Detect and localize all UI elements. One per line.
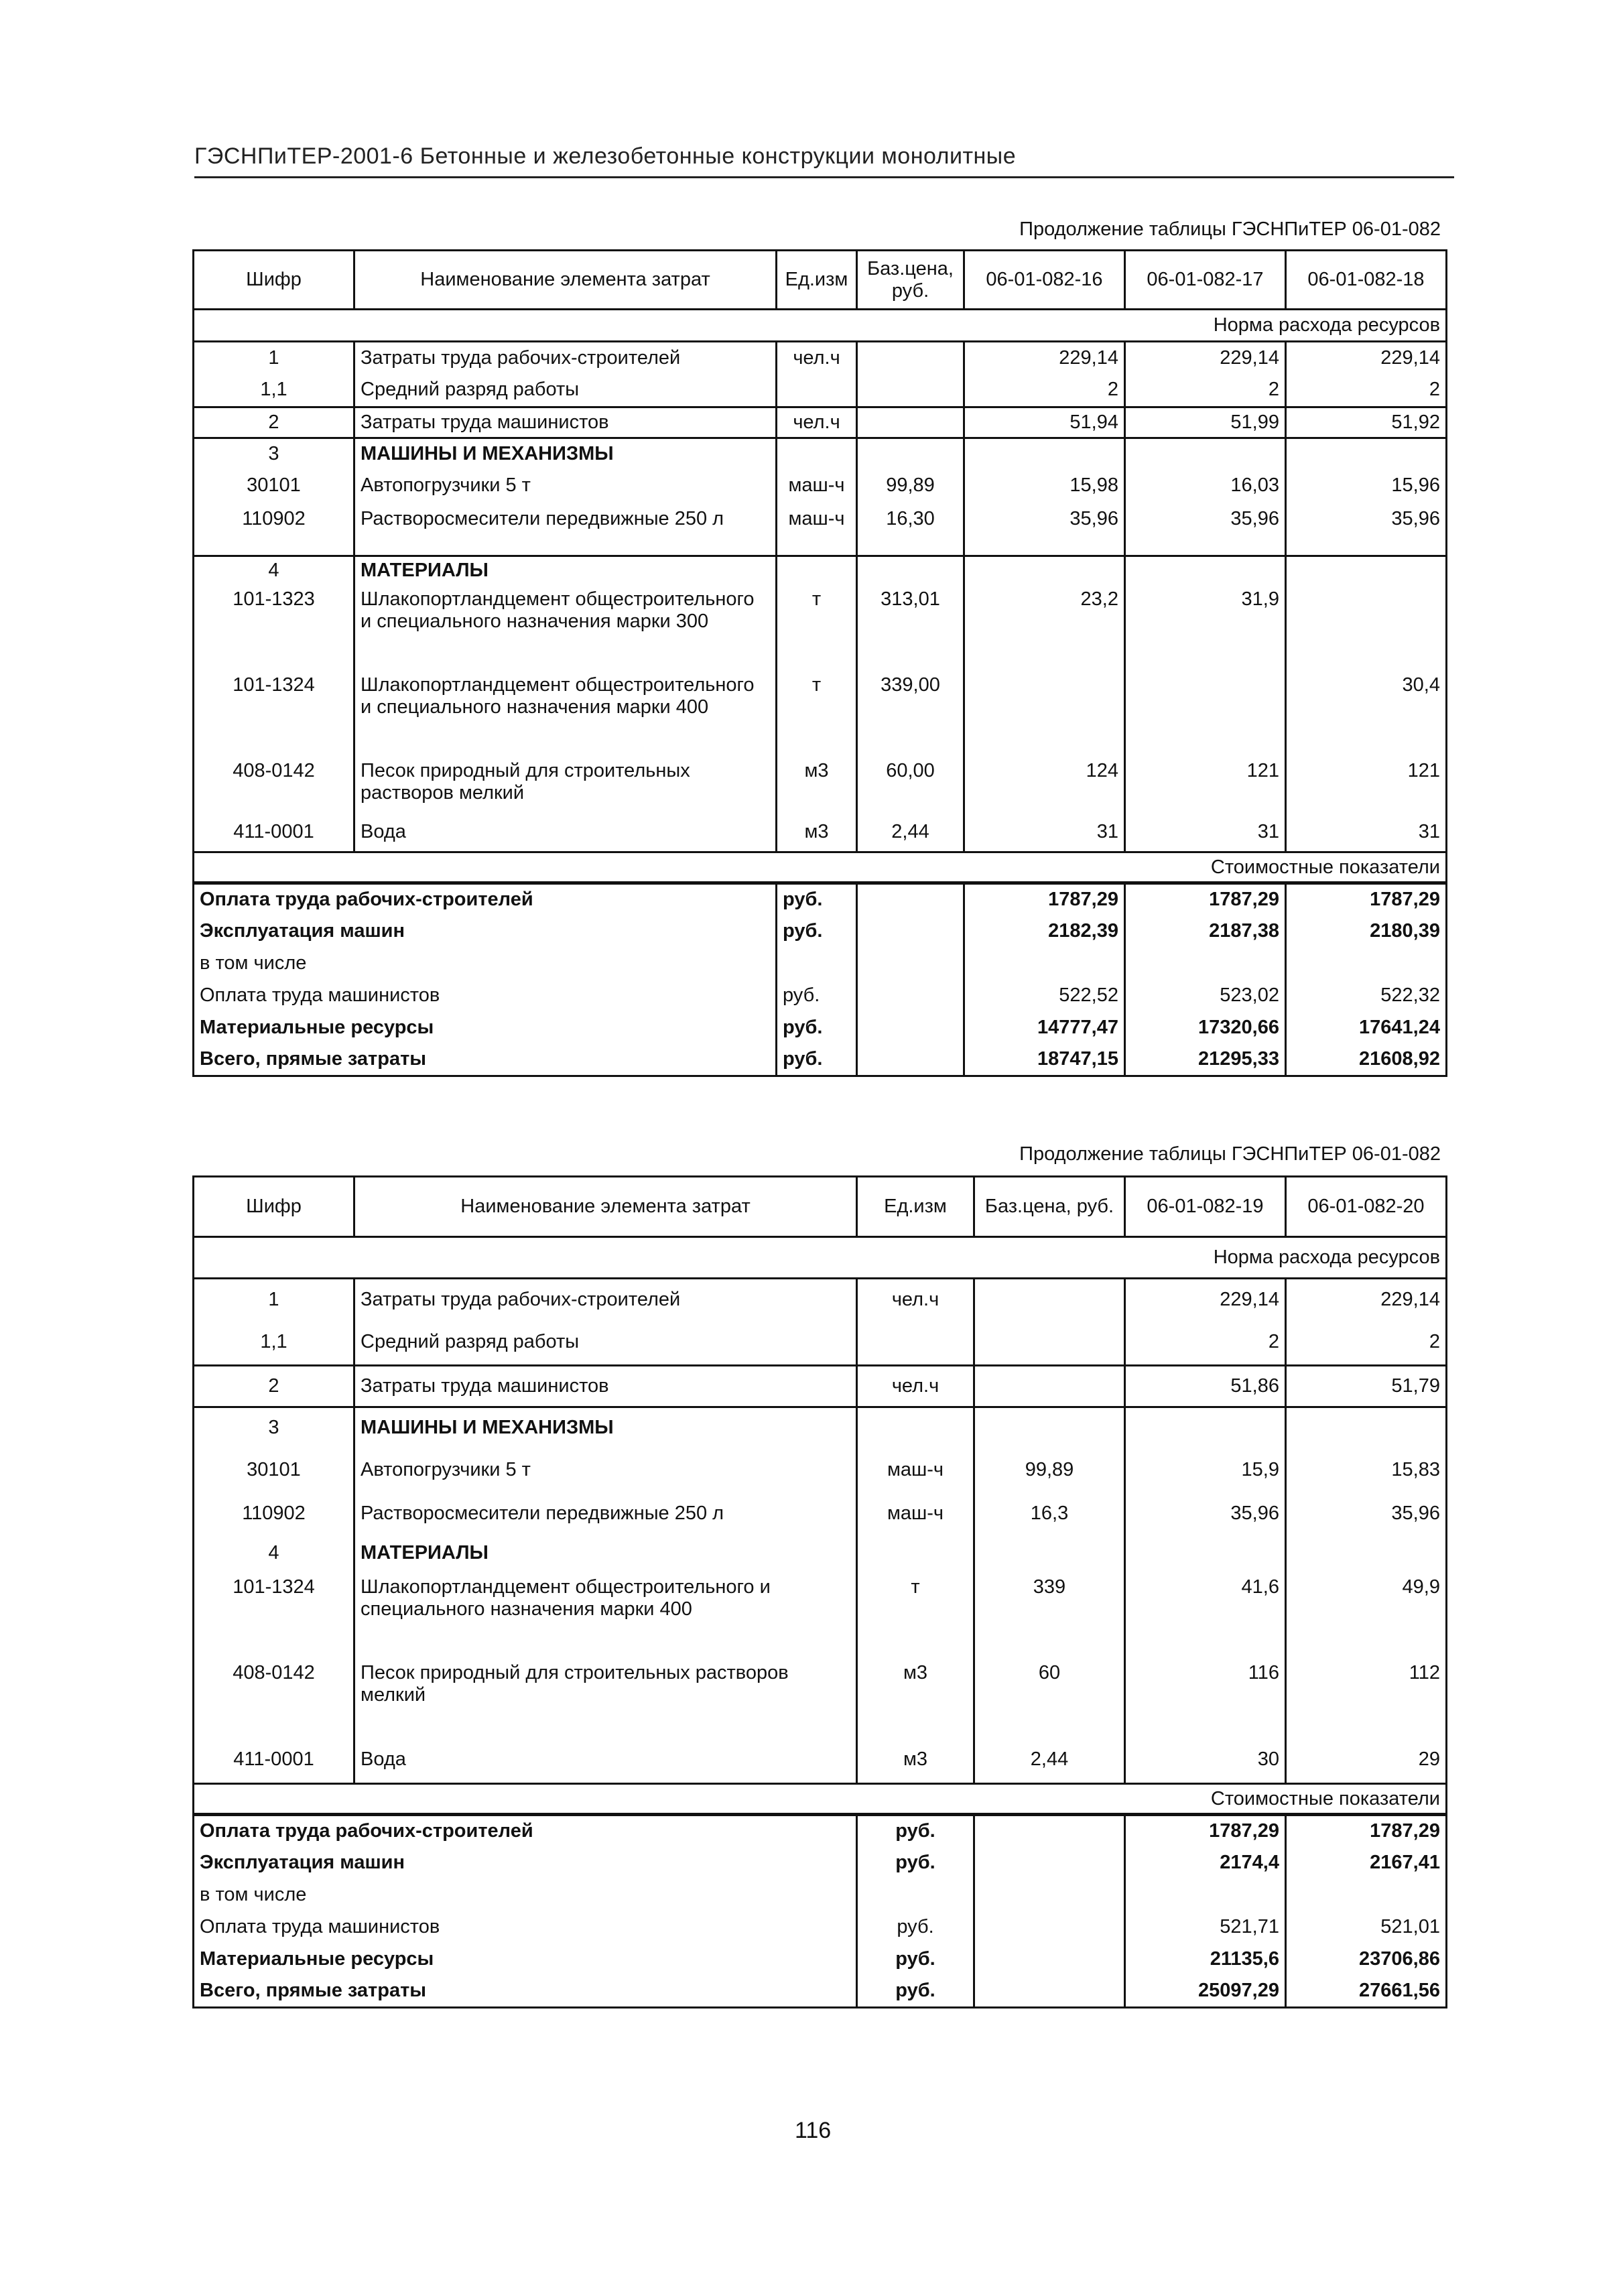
row-value	[1286, 584, 1447, 670]
norm-label-row	[194, 310, 1447, 342]
cost-unit: руб.	[777, 1012, 857, 1044]
row-code: 3	[194, 438, 354, 469]
cost-unit: руб.	[857, 1847, 974, 1879]
row-unit: т	[777, 670, 857, 756]
section-title: МАТЕРИАЛЫ	[354, 556, 777, 584]
row-name: Автопогрузчики 5 т	[354, 469, 777, 503]
cost-value: 1787,29	[964, 883, 1125, 915]
resource-table-2	[192, 1175, 1447, 2008]
row-unit: т	[777, 584, 857, 670]
page-number: 116	[795, 2118, 832, 2143]
row-value: 51,92	[1286, 407, 1447, 438]
row-value: 112	[1286, 1658, 1447, 1737]
row-code: 4	[194, 1535, 354, 1572]
row-value: 31	[1286, 814, 1447, 852]
cost-value: 522,52	[964, 980, 1125, 1012]
cost-name: Оплата труда рабочих-строителей	[194, 883, 777, 915]
cost-value: 521,71	[1125, 1911, 1286, 1943]
row-value: 41,6	[1125, 1572, 1286, 1658]
row-unit: маш-ч	[777, 469, 857, 503]
cost-name: в том числе	[194, 1879, 857, 1911]
section-row-materials	[194, 556, 1447, 584]
table-row	[194, 1448, 1447, 1493]
norm-label: Норма расхода ресурсов	[194, 310, 1447, 342]
row-code: 1	[194, 1279, 354, 1320]
row-code: 30101	[194, 469, 354, 503]
col-header-base-price: Баз.цена, руб.	[974, 1177, 1125, 1237]
cost-name: Оплата труда рабочих-строителей	[194, 1815, 857, 1847]
cost-value: 1787,29	[1125, 1815, 1286, 1847]
row-unit	[777, 374, 857, 407]
cost-value: 21608,92	[1286, 1044, 1447, 1076]
cost-name: Эксплуатация машин	[194, 915, 777, 948]
cost-name: Эксплуатация машин	[194, 1847, 857, 1879]
row-value: 51,94	[964, 407, 1125, 438]
row-unit: чел.ч	[857, 1366, 974, 1407]
row-value: 2	[1286, 374, 1447, 407]
row-code: 4	[194, 556, 354, 584]
table-row	[194, 503, 1447, 536]
cost-unit: руб.	[857, 1911, 974, 1943]
section-title: МАШИНЫ И МЕХАНИЗМЫ	[354, 1407, 857, 1448]
row-name: Растворосмесители передвижные 250 л	[354, 503, 777, 536]
row-value: 29	[1286, 1737, 1447, 1784]
header-rule	[194, 176, 1454, 178]
section-row-materials	[194, 1535, 1447, 1572]
row-value: 2	[964, 374, 1125, 407]
row-name: Автопогрузчики 5 т	[354, 1448, 857, 1493]
cost-label: Стоимостные показатели	[194, 852, 1447, 883]
row-code: 2	[194, 407, 354, 438]
table-row	[194, 670, 1447, 756]
cost-unit: руб.	[857, 1815, 974, 1847]
row-price: 16,30	[857, 503, 964, 536]
table-header-row	[194, 1177, 1447, 1237]
row-value: 124	[964, 756, 1125, 814]
row-value: 35,96	[1286, 1493, 1447, 1535]
row-value: 23,2	[964, 584, 1125, 670]
cost-name: Материальные ресурсы	[194, 1012, 777, 1044]
row-value: 121	[1125, 756, 1286, 814]
row-name: Растворосмесители передвижные 250 л	[354, 1493, 857, 1535]
row-value: 229,14	[964, 342, 1125, 374]
cost-value: 521,01	[1286, 1911, 1447, 1943]
table-row	[194, 1493, 1447, 1535]
cost-unit: руб.	[777, 883, 857, 915]
row-name: Средний разряд работы	[354, 1320, 857, 1366]
page-header	[194, 143, 1454, 178]
row-value: 35,96	[964, 503, 1125, 536]
cost-value: 2167,41	[1286, 1847, 1447, 1879]
cost-value: 2180,39	[1286, 915, 1447, 948]
row-value: 35,96	[1286, 503, 1447, 536]
row-price	[857, 342, 964, 374]
row-price: 313,01	[857, 584, 964, 670]
col-header-name: Наименование элемента затрат	[354, 251, 777, 310]
col-header-base-price: Баз.цена, руб.	[857, 251, 964, 310]
row-code: 30101	[194, 1448, 354, 1493]
cost-value: 18747,15	[964, 1044, 1125, 1076]
row-price: 99,89	[857, 469, 964, 503]
row-code: 411-0001	[194, 814, 354, 852]
row-price: 2,44	[857, 814, 964, 852]
cost-value: 14777,47	[964, 1012, 1125, 1044]
row-value: 35,96	[1125, 503, 1286, 536]
row-value: 229,14	[1286, 1279, 1447, 1320]
row-value: 229,14	[1125, 342, 1286, 374]
col-header-norm-20: 06-01-082-20	[1286, 1177, 1447, 1237]
cost-name: Материальные ресурсы	[194, 1943, 857, 1976]
col-header-code: Шифр	[194, 1177, 354, 1237]
row-name: Шлакопортландцемент общестроительного и специального назначения марки 400	[354, 670, 777, 756]
cost-name: Всего, прямые затраты	[194, 1044, 777, 1076]
cost-name: Оплата труда машинистов	[194, 1911, 857, 1943]
row-name: Затраты труда рабочих-строителей	[354, 1279, 857, 1320]
row-name: Вода	[354, 814, 777, 852]
cost-value: 25097,29	[1125, 1976, 1286, 2008]
row-value: 30,4	[1286, 670, 1447, 756]
row-value: 15,98	[964, 469, 1125, 503]
cost-row	[194, 1815, 1447, 1847]
header-title: ГЭСНПиТЕР-2001-6 Бетонные и железобетонные конструкции монолитные	[194, 143, 1017, 169]
col-header-unit: Ед.изм	[777, 251, 857, 310]
row-unit: маш-ч	[857, 1493, 974, 1535]
table-header-row	[194, 251, 1447, 310]
row-value	[1125, 670, 1286, 756]
table-row	[194, 342, 1447, 374]
table2-caption: Продолжение таблицы ГЭСНПиТЕР 06-01-082	[1019, 1143, 1441, 1165]
row-price	[974, 1366, 1125, 1407]
row-value: 31	[964, 814, 1125, 852]
row-code: 2	[194, 1366, 354, 1407]
cost-value: 1787,29	[1286, 883, 1447, 915]
cost-value: 2187,38	[1125, 915, 1286, 948]
row-value: 31,9	[1125, 584, 1286, 670]
row-unit: чел.ч	[857, 1279, 974, 1320]
cost-name: в том числе	[194, 948, 777, 980]
cost-row	[194, 1847, 1447, 1879]
row-price: 99,89	[974, 1448, 1125, 1493]
cost-row	[194, 883, 1447, 915]
table-row	[194, 756, 1447, 814]
row-unit: м3	[857, 1658, 974, 1737]
table-row	[194, 1366, 1447, 1407]
row-name: Затраты труда рабочих-строителей	[354, 342, 777, 374]
col-header-code: Шифр	[194, 251, 354, 310]
col-header-norm-18: 06-01-082-18	[1286, 251, 1447, 310]
row-value: 30	[1125, 1737, 1286, 1784]
row-price	[974, 1320, 1125, 1366]
cost-label-row	[194, 852, 1447, 883]
cost-unit: руб.	[777, 1044, 857, 1076]
row-code: 1	[194, 342, 354, 374]
row-code: 101-1324	[194, 1572, 354, 1658]
row-price: 2,44	[974, 1737, 1125, 1784]
row-code: 101-1324	[194, 670, 354, 756]
cost-value: 17641,24	[1286, 1012, 1447, 1044]
row-unit: чел.ч	[777, 342, 857, 374]
cost-row	[194, 948, 1447, 980]
table-row	[194, 374, 1447, 407]
row-value: 116	[1125, 1658, 1286, 1737]
section-row-machines	[194, 438, 1447, 469]
row-unit: м3	[857, 1737, 974, 1784]
cost-value: 23706,86	[1286, 1943, 1447, 1976]
row-name: Затраты труда машинистов	[354, 1366, 857, 1407]
row-price: 60,00	[857, 756, 964, 814]
row-value: 15,96	[1286, 469, 1447, 503]
cost-label: Стоимостные показатели	[194, 1784, 1447, 1815]
row-name: Вода	[354, 1737, 857, 1784]
row-code: 408-0142	[194, 1658, 354, 1737]
row-value: 2	[1125, 1320, 1286, 1366]
norm-label-row	[194, 1237, 1447, 1279]
row-value: 2	[1125, 374, 1286, 407]
row-code: 110902	[194, 503, 354, 536]
row-value: 15,83	[1286, 1448, 1447, 1493]
section-title: МАШИНЫ И МЕХАНИЗМЫ	[354, 438, 777, 469]
row-value: 51,99	[1125, 407, 1286, 438]
table-row	[194, 1320, 1447, 1366]
cost-row	[194, 1879, 1447, 1911]
row-code: 1,1	[194, 1320, 354, 1366]
row-value: 16,03	[1125, 469, 1286, 503]
cost-name: Всего, прямые затраты	[194, 1976, 857, 2008]
cost-value: 1787,29	[1125, 883, 1286, 915]
table-row	[194, 1572, 1447, 1658]
cost-value: 27661,56	[1286, 1976, 1447, 2008]
row-value: 229,14	[1286, 342, 1447, 374]
row-code: 1,1	[194, 374, 354, 407]
section-title: МАТЕРИАЛЫ	[354, 1535, 857, 1572]
row-unit: т	[857, 1572, 974, 1658]
cost-value: 522,32	[1286, 980, 1447, 1012]
cost-unit: руб.	[857, 1976, 974, 2008]
row-unit: чел.ч	[777, 407, 857, 438]
row-name: Шлакопортландцемент общестроительного и специального назначения марки 300	[354, 584, 777, 670]
section-row-machines	[194, 1407, 1447, 1448]
col-header-name: Наименование элемента затрат	[354, 1177, 857, 1237]
norm-label: Норма расхода ресурсов	[194, 1237, 1447, 1279]
cost-value: 21135,6	[1125, 1943, 1286, 1976]
resource-table-1	[192, 249, 1447, 1077]
cost-value: 1787,29	[1286, 1815, 1447, 1847]
row-price	[857, 374, 964, 407]
row-code: 101-1323	[194, 584, 354, 670]
row-code: 3	[194, 1407, 354, 1448]
col-header-norm-16: 06-01-082-16	[964, 251, 1125, 310]
row-value: 49,9	[1286, 1572, 1447, 1658]
cost-name: Оплата труда машинистов	[194, 980, 777, 1012]
table1-caption: Продолжение таблицы ГЭСНПиТЕР 06-01-082	[1019, 218, 1441, 240]
col-header-norm-17: 06-01-082-17	[1125, 251, 1286, 310]
cost-value: 523,02	[1125, 980, 1286, 1012]
row-price	[857, 407, 964, 438]
row-unit: маш-ч	[777, 503, 857, 536]
row-price	[974, 1279, 1125, 1320]
cost-row-total	[194, 1976, 1447, 2008]
row-code: 408-0142	[194, 756, 354, 814]
row-price: 60	[974, 1658, 1125, 1737]
row-value: 121	[1286, 756, 1447, 814]
cost-row-total	[194, 1044, 1447, 1076]
spacer-row	[194, 536, 1447, 556]
col-header-norm-19: 06-01-082-19	[1125, 1177, 1286, 1237]
row-unit: м3	[777, 814, 857, 852]
cost-value: 2182,39	[964, 915, 1125, 948]
table-row	[194, 1737, 1447, 1784]
row-unit: маш-ч	[857, 1448, 974, 1493]
row-code: 411-0001	[194, 1737, 354, 1784]
row-value	[964, 670, 1125, 756]
row-name: Песок природный для строительных растворов мелкий	[354, 756, 777, 814]
table-row	[194, 814, 1447, 852]
cost-value: 21295,33	[1125, 1044, 1286, 1076]
cost-unit: руб.	[777, 915, 857, 948]
table-row	[194, 584, 1447, 670]
row-code: 110902	[194, 1493, 354, 1535]
row-value: 51,79	[1286, 1366, 1447, 1407]
row-unit	[857, 1320, 974, 1366]
cost-row	[194, 915, 1447, 948]
table-row	[194, 469, 1447, 503]
cost-row	[194, 1943, 1447, 1976]
row-name: Шлакопортландцемент общестроительного и специального назначения марки 400	[354, 1572, 857, 1658]
row-price: 339,00	[857, 670, 964, 756]
row-value: 31	[1125, 814, 1286, 852]
cost-value: 2174,4	[1125, 1847, 1286, 1879]
table-row	[194, 407, 1447, 438]
cost-row	[194, 1012, 1447, 1044]
row-unit: м3	[777, 756, 857, 814]
row-value: 2	[1286, 1320, 1447, 1366]
table-row	[194, 1279, 1447, 1320]
row-price: 339	[974, 1572, 1125, 1658]
cost-unit: руб.	[857, 1943, 974, 1976]
row-name: Средний разряд работы	[354, 374, 777, 407]
cost-unit: руб.	[777, 980, 857, 1012]
row-value: 35,96	[1125, 1493, 1286, 1535]
table-row	[194, 1658, 1447, 1737]
cost-row	[194, 1911, 1447, 1943]
cost-label-row	[194, 1784, 1447, 1815]
cost-row	[194, 980, 1447, 1012]
row-price: 16,3	[974, 1493, 1125, 1535]
cost-value: 17320,66	[1125, 1012, 1286, 1044]
col-header-unit: Ед.изм	[857, 1177, 974, 1237]
row-value: 51,86	[1125, 1366, 1286, 1407]
row-name: Песок природный для строительных растворов мелкий	[354, 1658, 857, 1737]
row-value: 229,14	[1125, 1279, 1286, 1320]
row-value: 15,9	[1125, 1448, 1286, 1493]
row-name: Затраты труда машинистов	[354, 407, 777, 438]
